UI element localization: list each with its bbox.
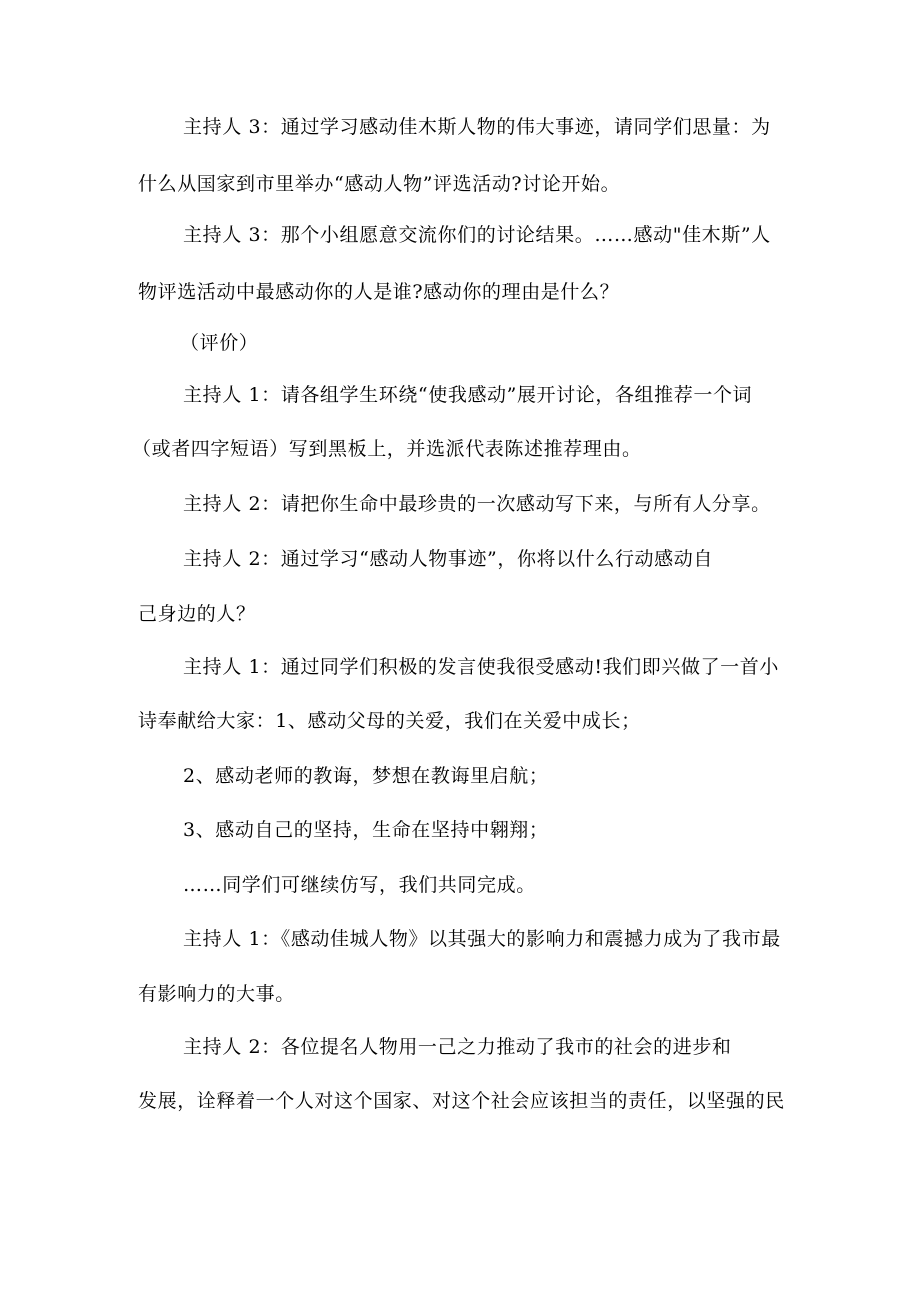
- text-line: 主持人 2：请把你生命中最珍贵的一次感动写下来，与所有人分享。: [183, 493, 771, 515]
- text-line: ……同学们可继续仿写，我们共同完成。: [183, 874, 536, 896]
- text-line: 3、感动自己的坚持，生命在坚持中翱翔；: [183, 819, 549, 841]
- text-line: （评价）: [180, 332, 259, 354]
- text-line: 主持人 1：请各组学生环绕“使我感动”展开讨论，各组推荐一个词: [183, 384, 753, 406]
- text-line: 主持人 2：通过学习“感动人物事迹”，你将以什么行动感动自: [183, 548, 713, 570]
- text-line: 发展，诠释着一个人对这个国家、对这个社会应该担当的责任，以坚强的民: [138, 1090, 785, 1112]
- text-line: 诗奉献给大家：1、感动父母的关爱，我们在关爱中成长；: [138, 710, 641, 732]
- text-line: 己身边的人？: [138, 603, 256, 625]
- text-line: 主持人 3：那个小组愿意交流你们的讨论结果。……感动"佳木斯”人: [183, 224, 771, 246]
- text-line: （或者四字短语）写到黑板上，并选派代表陈述推荐理由。: [132, 438, 642, 460]
- text-line: 主持人 1：《感动佳城人物》以其强大的影响力和震撼力成为了我市最: [183, 928, 781, 950]
- text-line: 物评选活动中最感动你的人是谁?感动你的理由是什么？: [138, 281, 620, 303]
- text-line: 主持人 2：各位提名人物用一己之力推动了我市的社会的进步和: [183, 1036, 732, 1058]
- text-line: 2、感动老师的教诲，梦想在教诲里启航；: [183, 765, 549, 787]
- text-line: 主持人 3：通过学习感动佳木斯人物的伟大事迹，请同学们思量：为: [183, 116, 771, 138]
- text-line: 有影响力的大事。: [138, 983, 295, 1005]
- text-line: 主持人 1：通过同学们积极的发言使我很受感动!我们即兴做了一首小: [183, 656, 779, 678]
- text-line: 什么从国家到市里举办“感动人物”评选活动?讨论开始。: [138, 173, 621, 195]
